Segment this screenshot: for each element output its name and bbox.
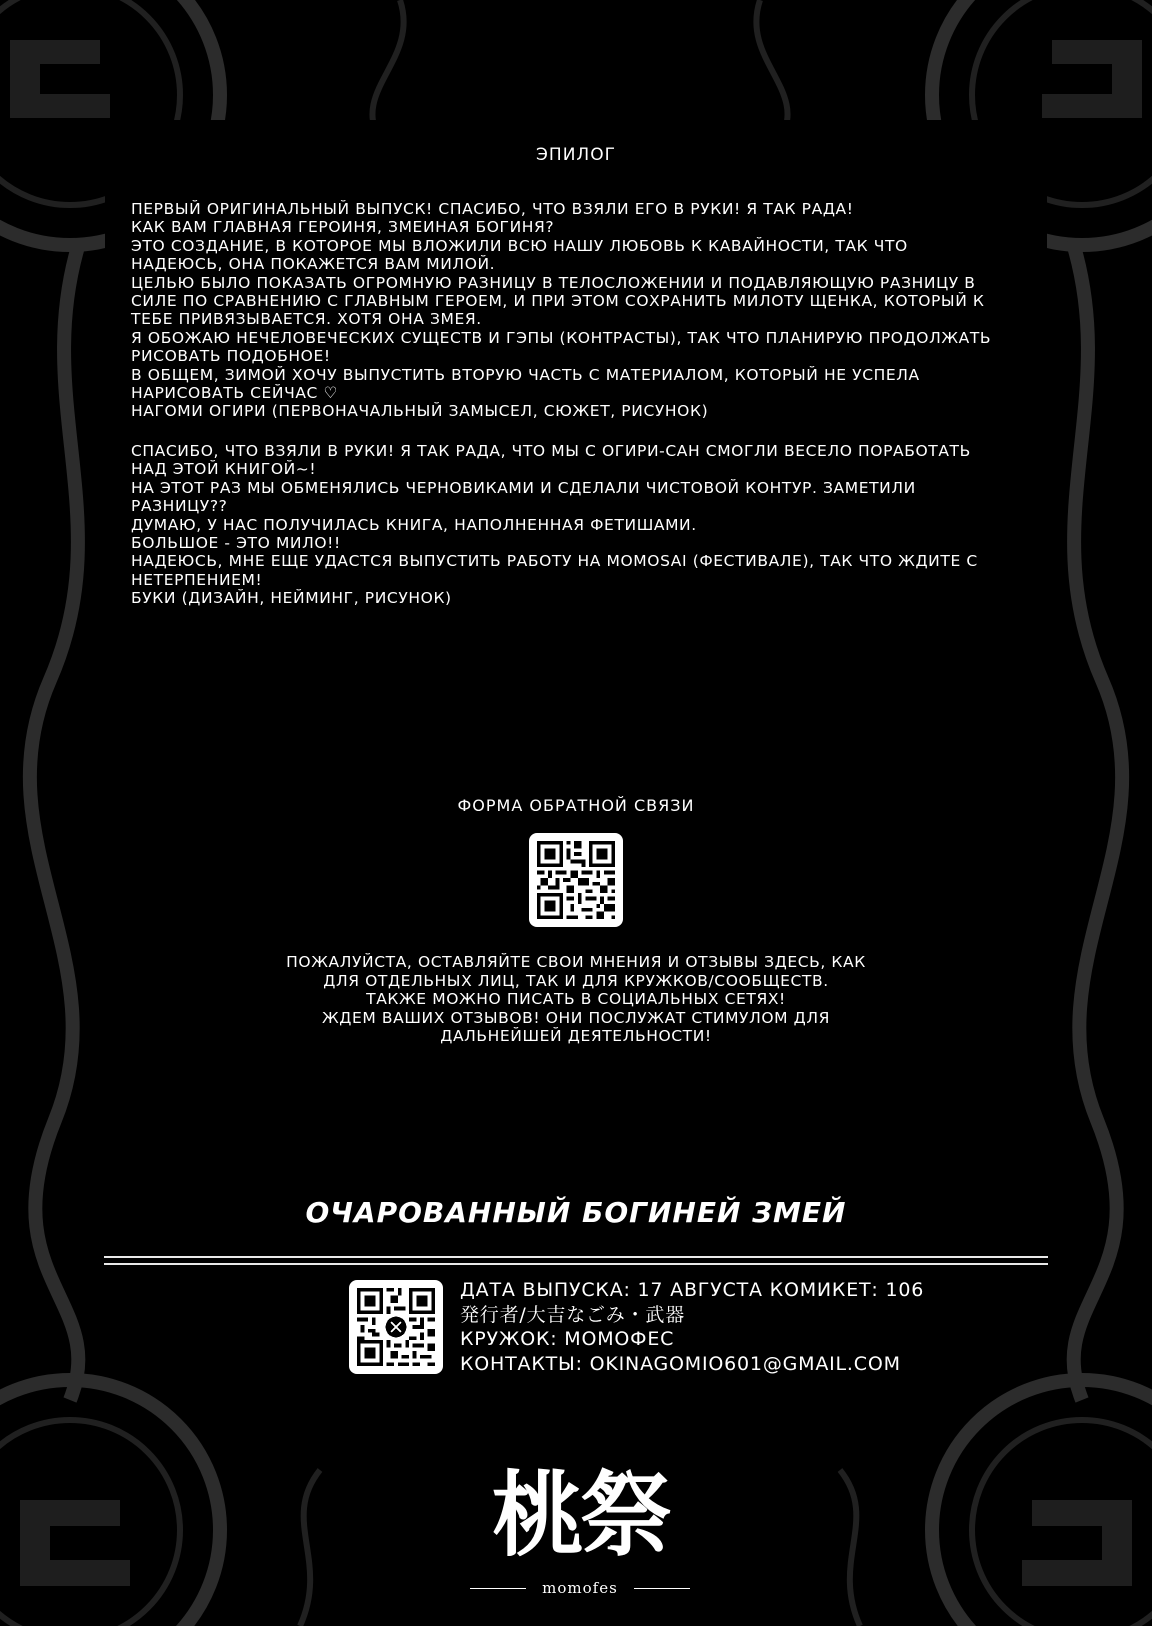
text-line: ПЕРВЫЙ ОРИГИНАЛЬНЫЙ ВЫПУСК! СПАСИБО, ЧТО ВЗЯЛИ ЕГО В РУКИ! Я ТАК РАДА! — [131, 200, 854, 218]
divider — [104, 1263, 1048, 1265]
text-line: РАЗНИЦУ?? — [131, 497, 228, 516]
text-line: НЕТЕРПЕНИЕМ! — [131, 570, 263, 589]
author2-signature: БУКИ (ДИЗАЙН, НЕЙМИНГ, РИСУНОК) — [131, 589, 452, 608]
release-date: ДАТА ВЫПУСКА: 17 АВГУСТА КОМИКЕТ: 106 — [460, 1279, 925, 1301]
qr-code-icon[interactable] — [529, 833, 623, 927]
author1-message — [131, 200, 1031, 421]
text-line: РИСОВАТЬ ПОДОБНОЕ! — [131, 347, 331, 366]
text-line: ДАЛЬНЕЙШЕЙ ДЕЯТЕЛЬНОСТИ! — [440, 1027, 712, 1046]
text-line: ПОЖАЛУЙСТА, ОСТАВЛЯЙТЕ СВОИ МНЕНИЯ И ОТЗЫВЫ ЗДЕСЬ, КАК — [286, 953, 866, 971]
text-line: ТЕБЕ ПРИВЯЗЫВАЕТСЯ. ХОТЯ ОНА ЗМЕЯ. — [131, 310, 482, 329]
text-line: НАДЕЮСЬ, МНЕ ЕЩЕ УДАСТСЯ ВЫПУСТИТЬ РАБОТУ НА MOMOSAI (ФЕСТИВАЛЕ), ТАК ЧТО ЖДИТЕ С — [131, 552, 978, 571]
text-line: НА ЭТОТ РАЗ МЫ ОБМЕНЯЛИСЬ ЧЕРНОВИКАМИ И СДЕЛАЛИ ЧИСТОВОЙ КОНТУР. ЗАМЕТИЛИ — [131, 478, 916, 497]
author1-signature: НАГОМИ ОГИРИ (ПЕРВОНАЧАЛЬНЫЙ ЗАМЫСЕЛ, СЮЖЕТ, РИСУНОК) — [131, 402, 709, 421]
text-line: НАРИСОВАТЬ СЕЙЧАС ♡ — [131, 384, 338, 403]
circle-name: КРУЖОК: МОМОФЕС — [460, 1328, 675, 1350]
text-line: Я ОБОЖАЮ НЕЧЕЛОВЕЧЕСКИХ СУЩЕСТВ И ГЭПЫ (КОНТРАСТЫ), ТАК ЧТО ПЛАНИРУЮ ПРОДОЛЖАТЬ — [131, 328, 992, 347]
text-line: БОЛЬШОЕ - ЭТО МИЛО!! — [131, 534, 341, 553]
feedback-message — [226, 953, 926, 1046]
contact-email[interactable]: КОНТАКТЫ: OKINAGOMIO601@GMAIL.COM — [460, 1352, 901, 1375]
divider — [104, 1256, 1048, 1258]
book-title: ОЧАРОВАННЫЙ БОГИНЕЙ ЗМЕЙ — [305, 1196, 847, 1229]
logo-line — [634, 1588, 690, 1589]
epilogue-title: ЭПИЛОГ — [536, 145, 616, 165]
text-line: КАК ВАМ ГЛАВНАЯ ГЕРОИНЯ, ЗМЕИНАЯ БОГИНЯ? — [131, 218, 555, 237]
text-line: ДЛЯ ОТДЕЛЬНЫХ ЛИЦ, ТАК И ДЛЯ КРУЖКОВ/СООБЩЕСТВ. — [323, 971, 829, 990]
text-line: ЭТО СОЗДАНИЕ, В КОТОРОЕ МЫ ВЛОЖИЛИ ВСЮ НАШУ ЛЮБОВЬ К КАВАЙНОСТИ, ТАК ЧТО — [131, 236, 908, 255]
x-logo-qr-icon[interactable] — [349, 1280, 443, 1374]
text-line: НАДЕЮСЬ, ОНА ПОКАЖЕТСЯ ВАМ МИЛОЙ. — [131, 255, 496, 274]
text-line: В ОБЩЕМ, ЗИМОЙ ХОЧУ ВЫПУСТИТЬ ВТОРУЮ ЧАСТЬ С МАТЕРИАЛОМ, КОТОРЫЙ НЕ УСПЕЛА — [131, 365, 920, 384]
text-line: ЖДЕМ ВАШИХ ОТЗЫВОВ! ОНИ ПОСЛУЖАТ СТИМУЛОМ ДЛЯ — [322, 1008, 830, 1027]
author2-message — [131, 442, 1031, 608]
logo-kanji: 桃祭 — [491, 1461, 668, 1569]
text-line: ЦЕЛЬЮ БЫЛО ПОКАЗАТЬ ОГРОМНУЮ РАЗНИЦУ В ТЕЛОСЛОЖЕНИИ И ПОДАВЛЯЮЩУЮ РАЗНИЦУ В — [131, 273, 976, 292]
logo-subtitle: momofes — [542, 1579, 618, 1597]
momofes-logo — [470, 1455, 690, 1605]
publisher: 発行者/大吉なごみ・武器 — [460, 1303, 686, 1326]
text-line: ДУМАЮ, У НАС ПОЛУЧИЛАСЬ КНИГА, НАПОЛНЕННАЯ ФЕТИШАМИ. — [131, 515, 697, 534]
text-line: СПАСИБО, ЧТО ВЗЯЛИ В РУКИ! Я ТАК РАДА, ЧТО МЫ С ОГИРИ-САН СМОГЛИ ВЕСЕЛО ПОРАБОТАТЬ — [131, 442, 971, 460]
feedback-form-title: ФОРМА ОБРАТНОЙ СВЯЗИ — [457, 796, 695, 815]
text-line: ТАКЖЕ МОЖНО ПИСАТЬ В СОЦИАЛЬНЫХ СЕТЯХ! — [366, 990, 786, 1009]
colophon — [460, 1278, 1060, 1376]
text-line: СИЛЕ ПО СРАВНЕНИЮ С ГЛАВНЫМ ГЕРОЕМ, И ПРИ ЭТОМ СОХРАНИТЬ МИЛОТУ ЩЕНКА, КОТОРЫЙ К — [131, 292, 985, 311]
text-line: НАД ЭТОЙ КНИГОЙ~! — [131, 460, 317, 479]
